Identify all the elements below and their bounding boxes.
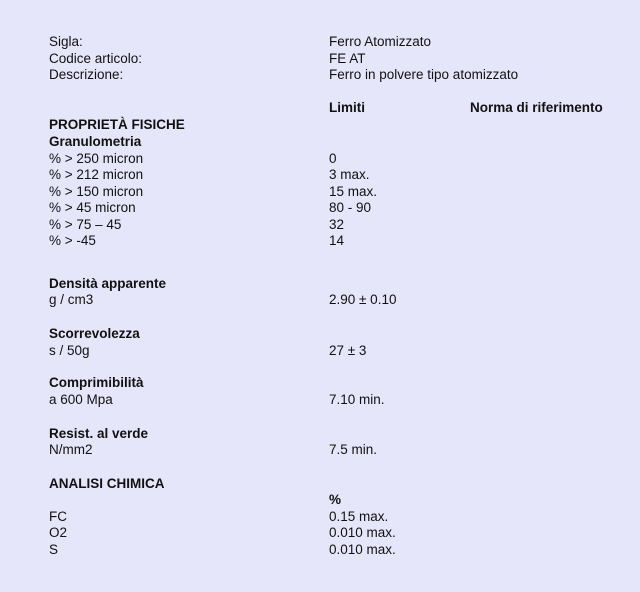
granulometria-row-label: % > 75 – 45 xyxy=(49,217,122,232)
chemical-row-value: 0.010 max. xyxy=(329,542,396,557)
descrizione-label: Descrizione: xyxy=(49,67,124,82)
chemical-row-label: O2 xyxy=(49,525,68,540)
resistenza-label: N/mm2 xyxy=(49,442,93,457)
densita-value: 2.90 ± 0.10 xyxy=(329,292,397,307)
chemical-row-value: 0.15 max. xyxy=(329,509,389,524)
chemical-row-label: FC xyxy=(49,509,67,524)
codice-label: Codice articolo: xyxy=(49,51,143,66)
subsection-title-densita: Densità apparente xyxy=(49,276,167,291)
sigla-label: Sigla: xyxy=(49,34,83,49)
granulometria-row-value: 14 xyxy=(329,233,345,248)
granulometria-row-value: 15 max. xyxy=(329,184,378,199)
granulometria-row-label: % > 150 micron xyxy=(49,184,144,199)
subsection-title-comprimibilita: Comprimibilità xyxy=(49,375,144,390)
granulometria-row-value: 0 xyxy=(329,151,337,166)
subsection-title-granulometria: Granulometria xyxy=(49,134,142,149)
granulometria-row-value: 32 xyxy=(329,217,345,232)
section-title-chemical: ANALISI CHIMICA xyxy=(49,476,165,491)
granulometria-row-label: % > 212 micron xyxy=(49,167,144,182)
granulometria-row-value: 3 max. xyxy=(329,167,370,182)
section-title-physical: PROPRIETÀ FISICHE xyxy=(49,117,185,132)
granulometria-row-label: % > 250 micron xyxy=(49,151,144,166)
column-header-limiti: Limiti xyxy=(329,100,365,115)
subsection-title-resistenza: Resist. al verde xyxy=(49,426,149,441)
chemical-unit-header: % xyxy=(329,492,342,507)
chemical-row-label: S xyxy=(49,542,59,557)
comprimibilita-label: a 600 Mpa xyxy=(49,392,113,407)
comprimibilita-value: 7.10 min. xyxy=(329,392,385,407)
codice-value: FE AT xyxy=(329,51,366,66)
resistenza-value: 7.5 min. xyxy=(329,442,378,457)
granulometria-row-label: % > 45 micron xyxy=(49,200,136,215)
densita-label: g / cm3 xyxy=(49,292,94,307)
column-header-norma: Norma di riferimento xyxy=(470,100,603,115)
scorrevolezza-value: 27 ± 3 xyxy=(329,343,367,358)
subsection-title-scorrevolezza: Scorrevolezza xyxy=(49,326,140,341)
sigla-value: Ferro Atomizzato xyxy=(329,34,432,49)
granulometria-row-value: 80 - 90 xyxy=(329,200,372,215)
chemical-row-value: 0.010 max. xyxy=(329,525,396,540)
descrizione-value: Ferro in polvere tipo atomizzato xyxy=(329,67,519,82)
scorrevolezza-label: s / 50g xyxy=(49,343,90,358)
granulometria-row-label: % > -45 xyxy=(49,233,96,248)
